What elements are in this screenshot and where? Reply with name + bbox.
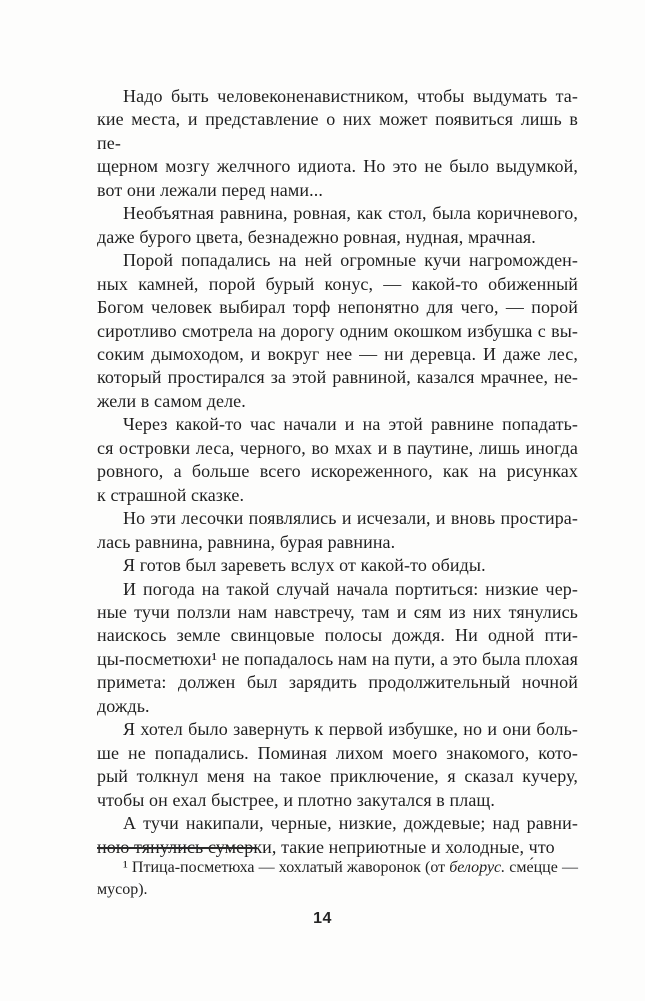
text-line: даже бурого цвета, безнадежно ровная, нудная, мрачная.	[97, 226, 536, 247]
footnote-line	[97, 857, 578, 879]
page-text-block	[97, 85, 578, 859]
paragraph	[97, 507, 578, 554]
text-line: Я готов был зареветь вслух от какой-то обиды.	[123, 555, 486, 576]
footnote	[97, 857, 578, 901]
text-line: сиротливо смотрела на дорогу одним окошком избушка с вы-	[97, 320, 578, 341]
footnote-line	[97, 879, 578, 901]
text-line: Но эти лесочки появлялись и исчезали, и вновь простира-	[123, 508, 578, 529]
text-line: Богом человек выбирал торф непонятно для чего, — порой	[97, 297, 578, 318]
text-line: Надо быть человеконенавистником, чтобы выдумать та-	[123, 86, 578, 106]
text-line: ше не попадались. Поминая лихом моего знакомого, кото-	[97, 742, 578, 763]
text-line: А тучи накипали, черные, низкие, дождевые; над равни-	[123, 813, 578, 834]
text-line: И погода на такой случай начала портиться: низкие чер-	[123, 578, 578, 599]
footnote-text: сме́цце —	[505, 859, 578, 876]
footnote-italic-term: белорус.	[449, 859, 506, 876]
text-line: ных камней, порой бурый конус, — какой-то обиженный	[97, 273, 578, 294]
paragraph	[97, 413, 578, 507]
paragraph	[97, 85, 578, 202]
text-line: чтобы он ехал быстрее, и плотно закутался в плащ.	[97, 789, 495, 810]
text-line: ся островки леса, черного, во мхах и в паутине, лишь иногда	[97, 437, 578, 458]
text-line: который простирался за этой равниной, казался мрачнее, не-	[97, 367, 578, 388]
text-line: щерном мозгу желчного идиота. Но это не было выдумкой,	[97, 156, 578, 177]
text-line: дождь.	[97, 695, 150, 716]
text-line: Порой попадались на ней огромные кучи нагроможден-	[123, 250, 578, 271]
text-line: к страшной сказке.	[97, 484, 245, 505]
paragraph	[97, 578, 578, 719]
text-line: ровного, а больше всего искореженного, как на рисунках	[97, 461, 578, 482]
paragraph	[97, 718, 578, 812]
text-line: лась равнина, равнина, бурая равнина.	[97, 531, 396, 552]
text-line: вот они лежали перед нами...	[97, 179, 323, 200]
text-line: Через какой-то час начали и на этой равнине попадать-	[123, 414, 578, 435]
text-line: Я хотел было завернуть к первой избушке, но и они боль-	[123, 719, 578, 740]
text-line: жели в самом деле.	[97, 390, 246, 411]
paragraph	[97, 812, 578, 859]
paragraph	[97, 249, 578, 413]
footnote-text: ¹ Птица-посметюха — хохлатый жаворонок (от	[123, 859, 450, 876]
page-number: 14	[313, 910, 332, 927]
text-line: ные тучи ползли нам навстречу, там и сям из них тянулись	[97, 601, 578, 622]
footnote-text: мусор).	[97, 881, 148, 898]
text-line: цы-посметюхи¹ не попадалось нам на пути, а это была плохая	[97, 648, 578, 669]
paragraph	[97, 202, 578, 249]
text-line: примета: должен был зарядить продолжительный ночной	[97, 672, 578, 693]
text-line: соким дымоходом, и вокруг нее — ни деревца. И даже лес,	[97, 343, 578, 364]
text-line: ною тянулись сумерки, такие неприютные и холодные, что	[97, 836, 555, 857]
text-line: наискось земле свинцовые полосы дождя. Ни одной пти-	[97, 625, 578, 646]
paragraph	[97, 554, 578, 577]
text-line: кие места, и представление о них может появиться лишь в пе-	[97, 109, 578, 153]
text-line: рый толкнул меня на такое приключение, я сказал кучеру,	[97, 766, 578, 787]
footnote-separator	[97, 847, 257, 849]
text-line: Необъятная равнина, ровная, как стол, была коричневого,	[123, 203, 578, 224]
